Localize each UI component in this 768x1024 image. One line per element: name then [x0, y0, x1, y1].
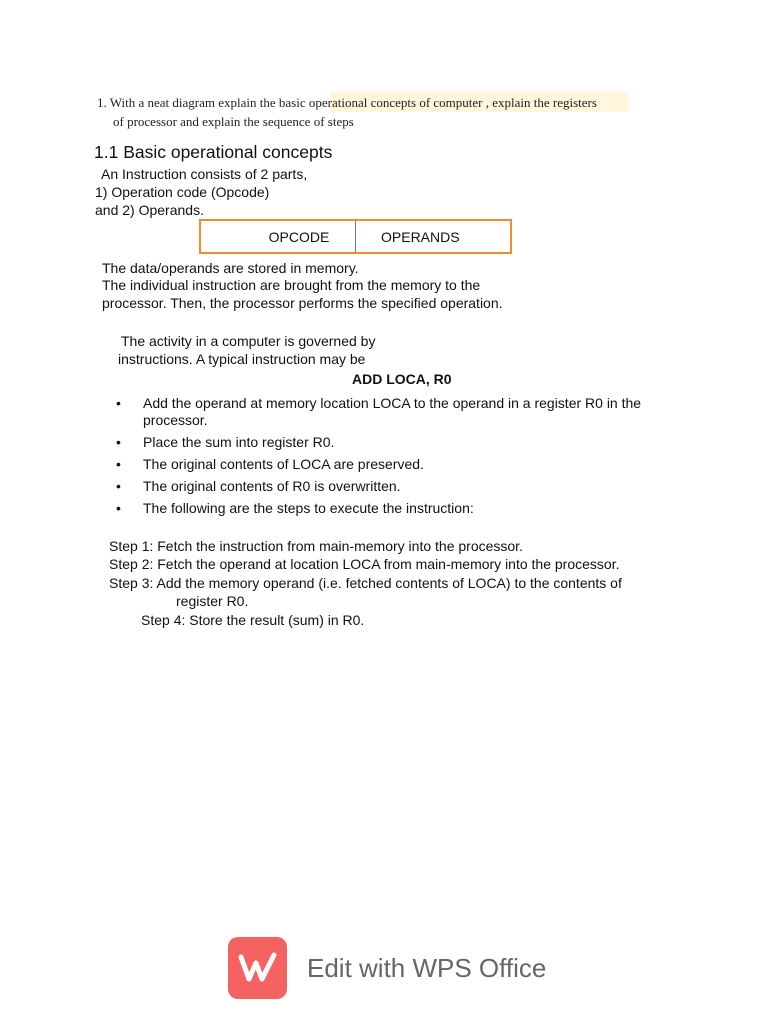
list-item: • The original contents of R0 is overwritten. — [116, 478, 401, 494]
step-2: Step 2: Fetch the operand at location LOCA from main-memory into the processor. — [109, 556, 620, 572]
bullet-list — [116, 395, 676, 522]
bullet-dot: • — [116, 456, 121, 472]
step-3-line-2: register R0. — [176, 593, 249, 609]
activity-paragraph-line: The activity in a computer is governed by — [121, 333, 376, 349]
step-4: Step 4: Store the result (sum) in R0. — [141, 612, 365, 628]
list-item: • The following are the steps to execute the instruction: — [116, 500, 474, 516]
question-line-2: of processor and explain the sequence of steps — [113, 114, 354, 129]
bullet-dot: • — [116, 478, 121, 494]
data-paragraph-line: The individual instruction are brought from the memory to the — [102, 277, 481, 293]
intro-line: An Instruction consists of 2 parts, — [101, 166, 308, 182]
list-item: • The original contents of LOCA are preserved. — [116, 456, 424, 472]
wps-watermark[interactable] — [228, 936, 548, 1000]
list-item: • Place the sum into register R0. — [116, 434, 335, 450]
wps-logo-icon — [228, 937, 287, 999]
example-instruction: ADD LOCA, R0 — [352, 371, 452, 387]
data-paragraph-line: The data/operands are stored in memory. — [102, 260, 359, 276]
data-paragraph-line: processor. Then, the processor performs the specified operation. — [102, 295, 503, 311]
bullet-dot: • — [116, 500, 121, 516]
instruction-format-box — [199, 219, 512, 254]
intro-line: 1) Operation code (Opcode) — [95, 184, 270, 200]
operands-label: OPERANDS — [381, 228, 460, 245]
activity-paragraph-line: instructions. A typical instruction may be — [118, 351, 366, 367]
operands-cell — [356, 221, 460, 252]
bullet-dot: • — [116, 434, 121, 450]
bullet-dot: • — [116, 395, 121, 411]
opcode-label: OPCODE — [268, 228, 330, 245]
wps-watermark-text: Edit with WPS Office — [307, 952, 547, 983]
section-heading: 1.1 Basic operational concepts — [94, 142, 333, 162]
opcode-cell — [201, 221, 356, 252]
step-1: Step 1: Fetch the instruction from main-memory into the processor. — [109, 538, 523, 554]
intro-line: and 2) Operands. — [95, 202, 204, 218]
question-line-1: 1. With a neat diagram explain the basic operational concepts of computer , explain the registers — [97, 95, 597, 110]
step-3-line-1: Step 3: Add the memory operand (i.e. fetched contents of LOCA) to the contents of — [109, 575, 622, 591]
list-item: • Add the operand at memory location LOCA to the operand in a register R0 in the processor. — [116, 395, 642, 428]
